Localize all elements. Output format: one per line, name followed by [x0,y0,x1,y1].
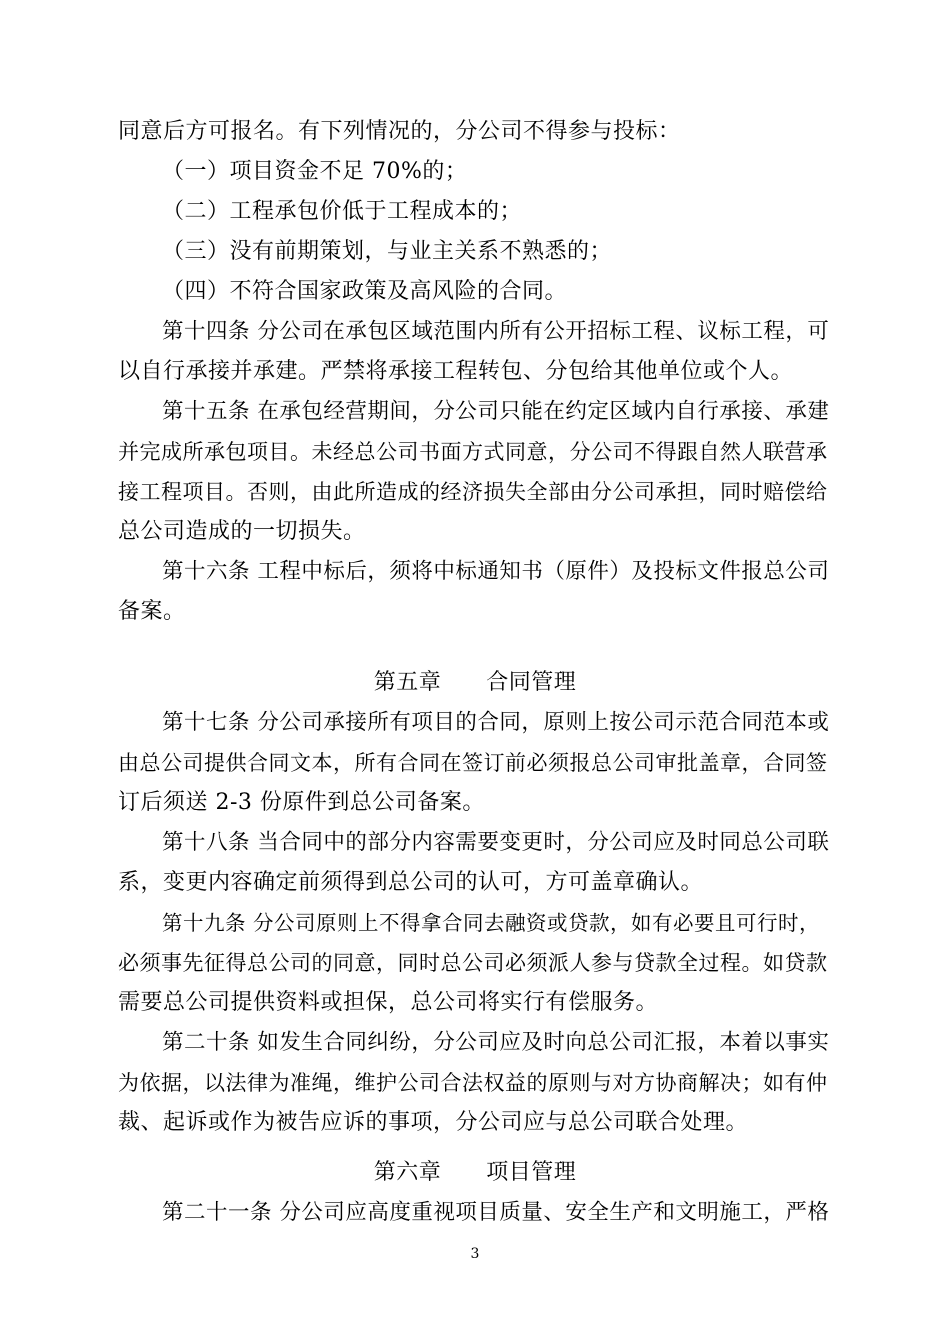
article-20-line-2: 为依据，以法律为准绳，维护公司合法权益的原则与对方协商解决；如有仲 [118,1071,828,1095]
article-19-line-3: 需要总公司提供资料或担保，总公司将实行有偿服务。 [118,990,659,1015]
article-17-line-3: 订后须送 2-3 份原件到总公司备案。 [118,790,485,815]
paragraph-line: 同意后方可报名。有下列情况的，分公司不得参与投标： [118,119,681,144]
article-20-line-1: 第二十条 如发生合同纠纷，分公司应及时向总公司汇报，本着以事实 [162,1030,830,1055]
article-15-line-3: 接工程项目。否则，由此所造成的经济损失全部由分公司承担，同时赔偿给 [118,480,828,504]
article-14-line-1: 第十四条 分公司在承包区域范围内所有公开招标工程、议标工程，可 [162,319,830,344]
article-21-line-1: 第二十一条 分公司应高度重视项目质量、安全生产和文明施工，严格 [162,1200,830,1225]
article-15-line-4: 总公司造成的一切损失。 [118,519,366,544]
article-18-line-1: 第十八条 当合同中的部分内容需要变更时，分公司应及时同总公司联 [162,830,830,855]
chapter-6-heading: 第六章 项目管理 [373,1160,577,1185]
list-item: （四）不符合国家政策及高风险的合同。 [162,279,568,304]
page-number: 3 [470,1246,480,1262]
list-item: （二）工程承包价低于工程成本的； [162,199,523,224]
article-17-line-1: 第十七条 分公司承接所有项目的合同，原则上按公司示范合同范本或 [162,710,830,735]
article-16-line-2: 备案。 [118,599,186,624]
article-18-line-2: 系，变更内容确定前须得到总公司的认可，方可盖章确认。 [118,870,704,895]
chapter-5-heading: 第五章 合同管理 [373,670,577,695]
article-16-line-1: 第十六条 工程中标后，须将中标通知书（原件）及投标文件报总公司 [162,559,830,584]
list-item: （一）项目资金不足 70%的； [162,159,468,184]
article-19-line-2: 必须事先征得总公司的同意，同时总公司必须派人参与贷款全过程。如贷款 [118,951,828,975]
article-20-line-3: 裁、起诉或作为被告应诉的事项，分公司应与总公司联合处理。 [118,1110,749,1135]
article-19-line-1: 第十九条 分公司原则上不得拿合同去融资或贷款，如有必要且可行时， [162,911,821,935]
article-15-line-1: 第十五条 在承包经营期间，分公司只能在约定区域内自行承接、承建 [162,399,830,424]
article-14-line-2: 以自行承接并承建。严禁将承接工程转包、分包给其他单位或个人。 [118,359,794,384]
list-item: （三）没有前期策划，与业主关系不熟悉的； [162,239,613,264]
article-17-line-2: 由总公司提供合同文本，所有合同在签订前必须报总公司审批盖章，合同签 [118,751,828,775]
article-15-line-2: 并完成所承包项目。未经总公司书面方式同意，分公司不得跟自然人联营承 [118,440,828,464]
